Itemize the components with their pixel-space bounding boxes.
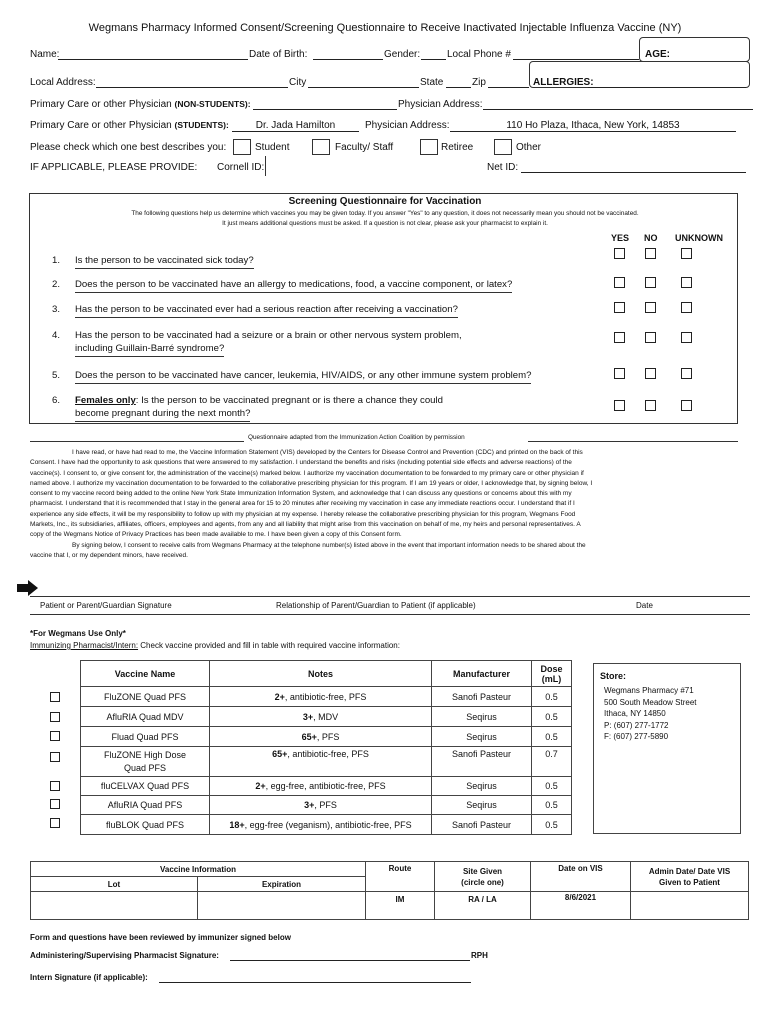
note-text: , egg-free, antibiotic-free, PFS xyxy=(265,781,386,791)
intern-sig-label: Intern Signature (if applicable): xyxy=(30,973,148,982)
zip-label: Zip xyxy=(472,77,486,88)
consent-paragraph xyxy=(30,448,742,561)
gender-field[interactable] xyxy=(421,49,446,60)
vaccine-name-line-2: Quad PFS xyxy=(123,762,167,773)
q5-yes-checkbox[interactable] xyxy=(614,368,625,379)
allergies-field[interactable] xyxy=(588,77,746,88)
q5-no-checkbox[interactable] xyxy=(645,368,656,379)
age-min: 65+ xyxy=(272,749,288,759)
gender-label: Gender: xyxy=(384,49,421,60)
vis-date-value: 8/6/2021 xyxy=(531,892,631,920)
table-row xyxy=(81,747,572,777)
patient-signature-label: Patient or Parent/Guardian Signature xyxy=(40,601,172,610)
faculty-checkbox[interactable] xyxy=(312,139,330,155)
name-field[interactable] xyxy=(58,49,248,60)
q3-text: Has the person to be vaccinated ever had a serious reaction after receiving a vaccination? xyxy=(75,304,458,318)
q5-num: 5. xyxy=(52,370,61,381)
physician-address-field-2[interactable]: 110 Ho Plaza, Ithaca, New York, 14853 xyxy=(450,120,736,132)
lot-header: Lot xyxy=(31,877,198,892)
address-label: Local Address: xyxy=(30,77,96,88)
vaccine-info-header: Vaccine Information xyxy=(31,862,366,877)
vaccine-manufacturer: Sanofi Pasteur xyxy=(432,687,532,707)
consent-line-10: By signing below, I consent to receive calls from Wegmans Pharmacy at the telephone number(s) listed above in the event that important information needs to be shared about the xyxy=(72,541,586,549)
phone-field[interactable] xyxy=(513,49,639,60)
table-row xyxy=(81,777,572,796)
q1-no-checkbox[interactable] xyxy=(645,248,656,259)
student-checkbox[interactable] xyxy=(233,139,251,155)
vaccine-dose: 0.5 xyxy=(532,687,572,707)
q6-text-2: become pregnant during the next month? xyxy=(75,408,250,422)
header-dose-unit: (mL) xyxy=(541,673,562,684)
q4-text: Has the person to be vaccinated had a seizure or a brain or other nervous system problem, xyxy=(75,330,462,341)
vaccine-checkbox-5[interactable] xyxy=(50,781,60,791)
store-line-5: F: (607) 277-5890 xyxy=(604,732,669,741)
physician-address-label: Physician Address: xyxy=(398,99,483,110)
vaccine-checkbox-1[interactable] xyxy=(50,692,60,702)
vaccine-manufacturer: Seqirus xyxy=(432,727,532,747)
expiration-cell[interactable] xyxy=(198,892,366,920)
store-line-1: Wegmans Pharmacy #71 xyxy=(604,686,694,695)
q3-yes-checkbox[interactable] xyxy=(614,302,625,313)
adapted-text: Questionnaire adapted from the Immunization Action Coalition by permission xyxy=(248,434,465,441)
q6-yes-checkbox[interactable] xyxy=(614,400,625,411)
q4-no-checkbox[interactable] xyxy=(645,332,656,343)
table-row xyxy=(81,707,572,727)
vaccine-dose: 0.5 xyxy=(532,796,572,815)
store-label: Store: xyxy=(600,671,627,681)
q1-num: 1. xyxy=(52,255,61,266)
vaccine-name: fluCELVAX Quad PFS xyxy=(81,777,210,796)
vaccine-info-table xyxy=(30,861,749,920)
q2-num: 2. xyxy=(52,279,61,290)
col-unknown: UNKNOWN xyxy=(675,233,723,243)
dob-label: Date of Birth: xyxy=(249,49,308,60)
vaccine-name: FluZONE Quad PFS xyxy=(81,687,210,707)
screening-intro-2: It just means additional questions must be asked. If a question is not clear, please ask your pharmacist to explain it. xyxy=(222,220,548,227)
q5-unknown-checkbox[interactable] xyxy=(681,368,692,379)
q1-yes-checkbox[interactable] xyxy=(614,248,625,259)
route-header: Route xyxy=(366,862,435,892)
store-line-4: P: (607) 277-1772 xyxy=(604,720,669,730)
other-checkbox[interactable] xyxy=(494,139,512,155)
q6-rest: : Is the person to be vaccinated pregnant or is there a chance they could xyxy=(135,395,443,406)
reviewed-text: Form and questions have been reviewed by immunizer signed below xyxy=(30,933,291,942)
consent-line-5: consent to my vaccine record being added to the online New York State Immunization Information System, and acknowledge that I can discuss any questions or concerns about this with my xyxy=(30,490,572,498)
other-label: Other xyxy=(516,142,542,153)
note-text: , antibiotic-free, PFS xyxy=(284,691,367,702)
store-address xyxy=(604,685,697,743)
consent-line-11: vaccine that I, or my dependent minors, have received. xyxy=(30,551,188,559)
pcp-student-tag: (STUDENTS): xyxy=(174,120,229,130)
q2-no-checkbox[interactable] xyxy=(645,277,656,288)
vaccine-notes xyxy=(210,815,432,835)
age-min: 2+ xyxy=(255,781,266,791)
signature-line[interactable] xyxy=(30,596,750,597)
q6-emph: Females only xyxy=(75,395,136,406)
table-row xyxy=(81,687,572,707)
col-no: NO xyxy=(644,233,658,243)
q4-yes-checkbox[interactable] xyxy=(614,332,625,343)
retiree-checkbox[interactable] xyxy=(420,139,438,155)
q4-text-2: including Guillain-Barré syndrome? xyxy=(75,343,224,357)
consent-line-8: Markets, Inc., its subsidiaries, affiliates, officers, employees and agents, from any and all liability that might arise from this vaccination on behalf of me, my heirs and personal representatives. A xyxy=(30,521,581,529)
immunizing-instruction: Check vaccine provided and fill in table with required vaccine information: xyxy=(140,641,400,650)
table-row xyxy=(81,815,572,835)
vaccine-name-line-1: FluZONE High Dose xyxy=(103,749,187,760)
vaccine-checkbox-3[interactable] xyxy=(50,731,60,741)
address-field[interactable] xyxy=(96,77,288,88)
header-manufacturer: Manufacturer xyxy=(432,661,532,687)
q3-unknown-checkbox[interactable] xyxy=(681,302,692,313)
vaccine-notes xyxy=(210,747,432,777)
vaccine-notes xyxy=(210,687,432,707)
note-text: , PFS xyxy=(314,800,337,810)
pcp-student-field[interactable]: Dr. Jada Hamilton xyxy=(232,120,359,132)
physician-address-field[interactable] xyxy=(483,99,753,110)
age-min: 65+ xyxy=(301,731,317,742)
admin-sig-field[interactable] xyxy=(230,951,470,961)
store-box xyxy=(593,663,741,834)
vaccine-notes xyxy=(210,707,432,727)
col-yes: YES xyxy=(611,233,630,243)
zip-field[interactable] xyxy=(488,77,529,88)
store-line-3: Ithaca, NY 14850 xyxy=(604,709,666,718)
vaccine-checkbox-6[interactable] xyxy=(50,799,60,809)
state-label: State xyxy=(420,77,444,88)
vaccine-name: Fluad Quad PFS xyxy=(81,727,210,747)
signature-bottom-rule xyxy=(30,614,750,615)
header-vaccine-name: Vaccine Name xyxy=(81,661,210,687)
screening-heading: Screening Questionnaire for Vaccination xyxy=(288,196,482,207)
phone-label: Local Phone # xyxy=(447,49,511,60)
pcp-nonstudent-text: Primary Care or other Physician xyxy=(30,99,172,110)
name-label: Name: xyxy=(30,49,60,60)
circle-one-label: (circle one) xyxy=(461,877,504,887)
vaccine-manufacturer: Seqirus xyxy=(432,796,532,815)
rph-label: RPH xyxy=(471,951,488,960)
expiration-header: Expiration xyxy=(198,877,366,892)
student-label: Student xyxy=(255,142,290,153)
site-value[interactable]: RA / LA xyxy=(435,892,531,920)
vaccine-dose: 0.5 xyxy=(532,815,572,835)
consent-line-4: named above. I authorize my vaccination documentation to be forwarded to the collaborative prescribing physician for this program. If I am 19 years or older, I acknowledge that, by signing below, I xyxy=(30,479,593,487)
q1-unknown-checkbox[interactable] xyxy=(681,248,692,259)
date-on-vis-header: Date on VIS xyxy=(531,862,631,892)
header-notes: Notes xyxy=(210,661,432,687)
page-title: Wegmans Pharmacy Informed Consent/Screening Questionnaire to Receive Inactivated Injectable Influenza Vaccine (NY) xyxy=(88,22,682,34)
note-text: , PFS xyxy=(316,731,340,742)
q1-text: Is the person to be vaccinated sick today? xyxy=(75,255,254,269)
vaccine-dose: 0.5 xyxy=(532,707,572,727)
relationship-label: Relationship of Parent/Guardian to Patient (if applicable) xyxy=(276,601,476,610)
cornell-id-field[interactable] xyxy=(265,156,485,176)
retiree-label: Retiree xyxy=(441,142,474,153)
admin-date-header xyxy=(631,862,749,892)
age-min: 3+ xyxy=(302,711,314,722)
pcp-student-text: Primary Care or other Physician xyxy=(30,120,172,131)
net-id-label: Net ID: xyxy=(487,162,519,173)
describe-label: Please check which one best describes you: xyxy=(30,142,227,153)
vaccine-dose: 0.5 xyxy=(532,777,572,796)
header-dose-label: Dose xyxy=(540,663,563,674)
q3-no-checkbox[interactable] xyxy=(645,302,656,313)
info-header-row-1 xyxy=(31,862,749,877)
q4-num: 4. xyxy=(52,330,61,341)
vaccine-manufacturer: Seqirus xyxy=(432,777,532,796)
site-given-header xyxy=(435,862,531,892)
vaccine-checkbox-7[interactable] xyxy=(50,818,60,828)
dob-field[interactable] xyxy=(313,49,383,60)
lot-cell[interactable] xyxy=(31,892,198,920)
pcp-nonstudent-tag: (NON-STUDENTS): xyxy=(174,99,251,109)
site-given-label: Site Given xyxy=(462,866,503,876)
vaccine-notes xyxy=(210,727,432,747)
net-id-field[interactable] xyxy=(521,162,746,173)
date-label: Date xyxy=(636,601,653,610)
vaccine-name: AfluRIA Quad PFS xyxy=(81,796,210,815)
consent-line-6: pharmacist. I understand that it is recommended that I stay in the general area for 15 to 20 minutes after receiving my vaccination in case any immediate reactions occur. I understand that if I xyxy=(30,500,575,508)
vaccine-table-header xyxy=(81,661,572,687)
vaccine-checkbox-2[interactable] xyxy=(50,712,60,722)
pcp-nonstudent-field[interactable] xyxy=(253,99,397,110)
consent-line-3: vaccine(s). I consent to, or give consent for, the administration of the vaccine(s) marked below. I authorize my vaccination documentation to be forwarded to my primary care or other physician if xyxy=(30,469,584,477)
admin-sig-label: Administering/Supervising Pharmacist Signature: xyxy=(30,951,219,960)
city-field[interactable] xyxy=(308,77,419,88)
note-text: , antibiotic-free, PFS xyxy=(287,749,369,759)
sign-here-arrow-icon xyxy=(17,580,39,596)
note-text: , egg-free (veganism), antibiotic-free, PFS xyxy=(244,819,412,830)
vaccine-dose: 0.7 xyxy=(532,747,572,777)
vaccine-name: fluBLOK Quad PFS xyxy=(81,815,210,835)
pcp-student-label xyxy=(30,120,229,131)
note-text: , MDV xyxy=(313,711,339,722)
physician-address-label-2: Physician Address: xyxy=(365,120,450,131)
vaccine-manufacturer: Seqirus xyxy=(432,707,532,727)
consent-line-7: experience any side effects, it will be my responsibility to follow up with my physician at my expense. I hereby release the collaborative prescribing physician for this program, Wegmans Food xyxy=(30,510,576,518)
if-applicable-label: IF APPLICABLE, PLEASE PROVIDE: xyxy=(30,162,198,173)
given-to-patient-label: Given to Patient xyxy=(659,877,720,887)
q2-unknown-checkbox[interactable] xyxy=(681,277,692,288)
screening-intro-1: The following questions help us determine which vaccines you may be given today. If you answer "Yes" to any question, it does not necessarily mean you should not be vaccinated. xyxy=(131,210,639,217)
q6-unknown-checkbox[interactable] xyxy=(681,400,692,411)
allergies-label: ALLERGIES: xyxy=(533,77,594,88)
consent-line-1: I have read, or have had read to me, the Vaccine Information Statement (VIS) developed by the Centers for Disease Control and Prevention (CDC) and printed on the back of this xyxy=(72,449,583,456)
vaccine-manufacturer: Sanofi Pasteur xyxy=(432,747,532,777)
admin-date-label: Admin Date/ Date VIS xyxy=(648,866,731,876)
route-value: IM xyxy=(366,892,435,920)
vaccine-table xyxy=(80,660,572,835)
q3-num: 3. xyxy=(52,304,61,315)
q6-num: 6. xyxy=(52,395,61,406)
pcp-nonstudent-label xyxy=(30,99,251,110)
vaccine-notes xyxy=(210,777,432,796)
info-value-row xyxy=(31,892,749,920)
q6-no-checkbox[interactable] xyxy=(645,400,656,411)
age-min: 18+ xyxy=(229,819,245,830)
q4-unknown-checkbox[interactable] xyxy=(681,332,692,343)
city-label: City xyxy=(289,77,307,88)
cornell-id-label: Cornell ID: xyxy=(217,162,265,173)
age-label: AGE: xyxy=(645,49,670,60)
q6-text xyxy=(75,395,443,408)
vaccine-name: AfluRIA Quad MDV xyxy=(81,707,210,727)
immunizing-line xyxy=(30,641,400,650)
adapted-rule-right xyxy=(528,441,738,442)
intern-sig-field[interactable] xyxy=(159,973,471,983)
vaccine-checkbox-4[interactable] xyxy=(50,752,60,762)
age-min: 2+ xyxy=(274,691,285,702)
table-row xyxy=(81,796,572,815)
age-min: 3+ xyxy=(304,800,315,810)
store-line-2: 500 South Meadow Street xyxy=(604,697,697,707)
consent-line-9: copy of the Wegmans Notice of Privacy Practices has been made available to me. I have been given a copy of this Consent form. xyxy=(30,531,402,539)
immunizing-label: Immunizing Pharmacist/Intern: xyxy=(30,641,139,650)
admin-date-cell[interactable] xyxy=(631,892,749,920)
vaccine-dose: 0.5 xyxy=(532,727,572,747)
header-dose xyxy=(532,661,572,687)
wegmans-use-heading: *For Wegmans Use Only* xyxy=(30,629,126,638)
vaccine-name xyxy=(81,747,210,777)
q2-yes-checkbox[interactable] xyxy=(614,277,625,288)
adapted-rule-left xyxy=(30,441,244,442)
vaccine-manufacturer: Sanofi Pasteur xyxy=(432,815,532,835)
faculty-label: Faculty/ Staff xyxy=(335,142,394,153)
q2-text: Does the person to be vaccinated have an allergy to medications, food, a vaccine component, or latex? xyxy=(75,279,512,293)
state-field[interactable] xyxy=(446,77,471,88)
table-row xyxy=(81,727,572,747)
vaccine-notes xyxy=(210,796,432,815)
consent-line-2: Consent. I have had the opportunity to ask questions that were answered to my satisfaction. I understand the benefits and risks (including potential side effects and adverse reactions) of the xyxy=(30,459,572,467)
q5-text: Does the person to be vaccinated have cancer, leukemia, HIV/AIDS, or any other immune system problem? xyxy=(75,370,531,384)
